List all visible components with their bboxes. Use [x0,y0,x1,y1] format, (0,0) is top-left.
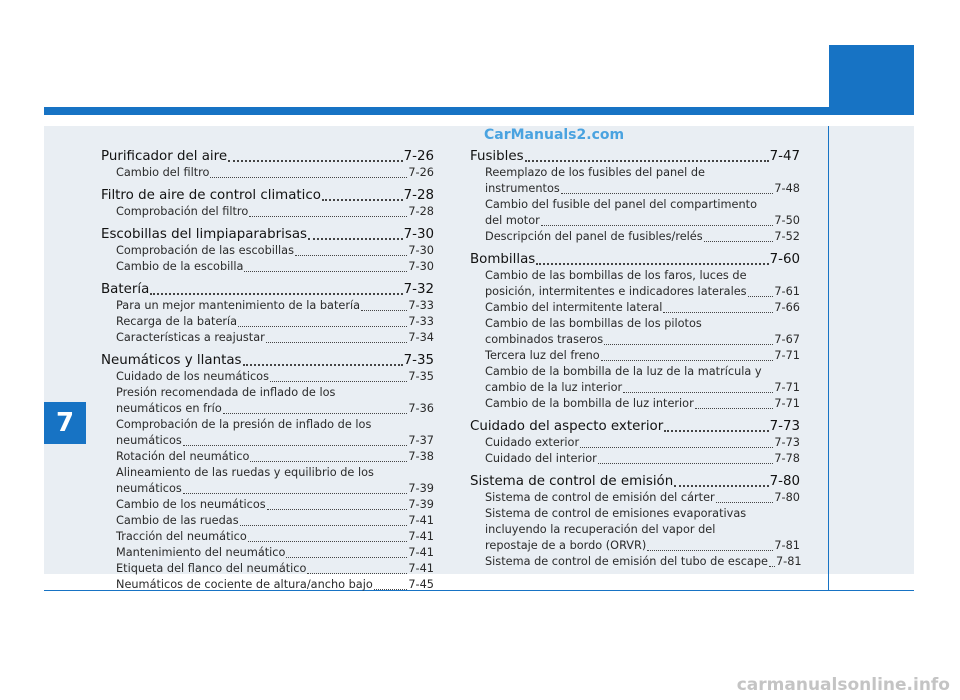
toc-entry-page: 7-33 [408,315,434,328]
toc-entry-title-line: incluyendo la recuperación del vapor del [485,523,716,536]
toc-section-heading[interactable] [470,469,800,490]
toc-entry-last-line [116,433,434,449]
toc-entry-title: Cambio de la escobilla [116,260,244,273]
toc-entry[interactable] [470,554,800,570]
toc-entry-title-line: cambio de la luz interior [485,381,623,394]
toc-entry-title: Para un mejor mantenimiento de la batería [116,299,361,312]
toc-entry[interactable] [470,364,800,396]
toc-entry-title: Rotación del neumático [116,450,250,463]
toc-entry[interactable] [470,396,800,412]
toc-entry[interactable] [470,348,800,364]
toc-entry[interactable] [101,204,434,220]
dot-leader [580,435,773,448]
toc-entry-page: 7-41 [408,546,434,559]
toc-entry-title-line: combinados traseros [485,333,604,346]
toc-entry[interactable] [101,243,434,259]
toc-section-page: 7-60 [769,252,800,267]
dot-leader [541,213,774,226]
toc-entry-page: 7-30 [408,244,434,257]
toc-section-page: 7-32 [403,282,434,297]
toc-entry-page: 7-80 [774,491,800,504]
dot-leader [536,249,768,265]
toc-entry-page: 7-36 [408,402,434,415]
toc-entry[interactable] [470,165,800,197]
toc-entry-page: 7-39 [408,482,434,495]
toc-section-heading[interactable] [101,183,434,204]
toc-entry-title: Cambio del filtro [116,166,210,179]
toc-entry[interactable] [101,417,434,449]
dot-leader [361,298,407,311]
dot-leader [561,181,774,194]
dot-leader [238,314,407,327]
toc-section-title: Neumáticos y llantas [101,353,242,368]
toc-entry[interactable] [101,449,434,465]
dot-leader [243,350,403,366]
toc-entry-title-line: neumáticos [116,434,182,447]
toc-entry-title: Etiqueta del flanco del neumático [116,562,307,575]
dot-leader [150,279,402,295]
dot-leader [601,348,774,361]
toc-entry-last-line [485,284,800,300]
dot-leader [307,561,407,574]
toc-entry-title-line: Cambio de la bombilla de la luz de la matrícula y [485,365,762,378]
toc-entry-page: 7-45 [408,578,434,591]
toc-section-title: Batería [101,282,150,297]
dot-leader [210,165,407,178]
toc-entry-page: 7-73 [774,436,800,449]
dot-leader [322,185,403,201]
dot-leader [716,490,774,503]
toc-entry-page: 7-26 [408,166,434,179]
toc-section-page: 7-73 [769,419,800,434]
toc-entry[interactable] [101,513,434,529]
toc-entry-page: 7-71 [774,381,800,394]
dot-leader [623,380,773,393]
toc-entry-last-line [116,401,434,417]
toc-entry-page: 7-50 [774,214,800,227]
toc-entry[interactable] [101,369,434,385]
dot-leader [604,332,773,345]
toc-section-heading[interactable] [101,222,434,243]
toc-entry-title-line: neumáticos [116,482,182,495]
toc-entry-page: 7-41 [408,530,434,543]
toc-entry[interactable] [101,298,434,314]
toc-section-page: 7-28 [403,188,434,203]
toc-section-heading[interactable] [470,414,800,435]
toc-entry-title: Comprobación del filtro [116,205,249,218]
toc-entry-title: Cuidado exterior [485,436,580,449]
toc-entry-title-line: neumáticos en frío [116,402,222,415]
toc-entry-title-line: Cambio del fusible del panel del compartimento [485,198,758,211]
toc-entry-title: Tracción del neumático [116,530,247,543]
toc-entry-title-line: Sistema de control de emisiones evaporativas [485,507,747,520]
toc-entry-page: 7-67 [774,333,800,346]
dot-leader [525,146,769,162]
toc-entry-page: 7-71 [774,349,800,362]
toc-entry[interactable] [101,529,434,545]
watermark-top: CarManuals2.com [484,127,625,143]
toc-entry-page: 7-81 [774,539,800,552]
dot-leader [704,229,774,242]
toc-right-column [470,142,800,570]
toc-entry-title: Cambio de los neumáticos [116,498,266,511]
toc-entry[interactable] [470,435,800,451]
toc-entry[interactable] [470,300,800,316]
toc-entry[interactable] [101,577,434,593]
dot-leader [674,471,768,487]
toc-entry-page: 7-34 [408,331,434,344]
dot-leader [664,416,768,432]
toc-section-page: 7-26 [403,149,434,164]
toc-entry-last-line [485,181,800,197]
dot-leader [228,146,403,162]
toc-entry[interactable] [470,197,800,229]
toc-entry-title: Cambio del intermitente lateral [485,301,663,314]
toc-left-column [101,142,434,593]
dot-leader [295,243,407,256]
toc-entry-last-line [485,332,800,348]
toc-entry-title-line: posición, intermitentes e indicadores laterales [485,285,747,298]
dot-leader [267,497,408,510]
toc-entry-last-line [116,481,434,497]
toc-section-page: 7-30 [403,227,434,242]
toc-section-title: Bombillas [470,252,536,267]
toc-entry[interactable] [470,229,800,245]
toc-entry-page: 7-33 [408,299,434,312]
toc-entry-page: 7-52 [774,230,800,243]
dot-leader [240,513,408,526]
chapter-number-badge: 7 [44,402,86,444]
toc-entry-title-line: Comprobación de la presión de inflado de los [116,418,372,431]
toc-entry[interactable] [101,165,434,181]
dot-leader [695,396,774,409]
dot-leader [769,554,775,567]
toc-section-title: Fusibles [470,149,524,164]
toc-entry-title: Cuidado del interior [485,452,597,465]
toc-entry-title: Tercera luz del freno [485,349,600,362]
toc-entry[interactable] [470,316,800,348]
toc-entry-page: 7-37 [408,434,434,447]
toc-entry-page: 7-28 [408,205,434,218]
toc-entry-page: 7-41 [408,514,434,527]
toc-entry-page: 7-66 [774,301,800,314]
toc-entry-title-line: Cambio de las bombillas de los pilotos [485,317,702,330]
toc-entry-title: Neumáticos de cociente de altura/ancho bajo [116,578,373,591]
toc-entry-page: 7-81 [775,555,802,568]
watermark-bottom: carmanualsonline.info [736,675,950,695]
toc-entry[interactable] [470,506,800,554]
toc-entry-title: Cambio de las ruedas [116,514,239,527]
toc-section-title: Purificador del aire [101,149,228,164]
toc-entry-last-line [485,380,800,396]
toc-entry[interactable] [101,561,434,577]
toc-entry-page: 7-35 [408,370,434,383]
toc-entry-title: Mantenimiento del neumático [116,546,286,559]
dot-leader [249,204,407,217]
toc-entry-last-line [485,213,800,229]
toc-entry-title: Sistema de control de emisión del cárter [485,491,715,504]
toc-entry-title: Cambio de la bombilla de luz interior [485,397,694,410]
toc-section-title: Cuidado del aspecto exterior [470,419,664,434]
dot-leader [266,330,408,343]
toc-entry[interactable] [101,497,434,513]
toc-section-title: Filtro de aire de control climatico [101,188,321,203]
toc-entry[interactable] [101,330,434,346]
toc-entry[interactable] [101,259,434,275]
dot-leader [647,538,773,551]
toc-entry-page: 7-48 [774,182,800,195]
toc-entry-page: 7-78 [774,452,800,465]
chapter-tab-block [829,45,914,115]
toc-entry[interactable] [101,465,434,497]
toc-section-title: Escobillas del limpiaparabrisas [101,227,308,242]
toc-section-heading[interactable] [101,144,434,165]
toc-entry-title: Sistema de control de emisión del tubo de escape [485,555,768,568]
toc-entry-title-line: Presión recomendada de inflado de los [116,386,336,399]
toc-section-heading[interactable] [470,144,800,165]
dot-leader [286,545,407,558]
toc-section-heading[interactable] [101,277,434,298]
toc-entry[interactable] [470,490,800,506]
dot-leader [748,284,774,297]
toc-entry-title-line: Alineamiento de las ruedas y equilibrio de los [116,466,374,479]
toc-entry-title: Características a reajustar [116,331,265,344]
toc-entry-title-line: instrumentos [485,182,560,195]
toc-section-page: 7-47 [769,149,800,164]
toc-entry-title: Cuidado de los neumáticos [116,370,269,383]
dot-leader [270,369,407,382]
toc-section-page: 7-35 [403,353,434,368]
toc-section-page: 7-80 [769,474,800,489]
toc-entry-title-line: del motor [485,214,540,227]
toc-entry-last-line [485,538,800,554]
toc-entry-page: 7-30 [408,260,434,273]
toc-entry[interactable] [101,385,434,417]
toc-entry-title-line: Cambio de las bombillas de los faros, luces de [485,269,747,282]
toc-entry-page: 7-41 [408,562,434,575]
dot-leader [244,259,407,272]
dot-leader [183,481,408,494]
dot-leader [248,529,408,542]
toc-entry-page: 7-39 [408,498,434,511]
toc-entry-title-line: repostaje de a bordo (ORVR) [485,539,647,552]
dot-leader [374,577,408,590]
toc-entry[interactable] [470,451,800,467]
toc-entry-title: Comprobación de las escobillas [116,244,294,257]
dot-leader [250,449,407,462]
margin-rule [828,126,829,591]
toc-entry-title: Recarga de la batería [116,315,238,328]
toc-section-heading[interactable] [101,348,434,369]
dot-leader [663,300,773,313]
dot-leader [598,451,774,464]
dot-leader [183,433,408,446]
toc-entry-page: 7-71 [774,397,800,410]
toc-entry[interactable] [101,314,434,330]
toc-entry-title: Descripción del panel de fusibles/relés [485,230,703,243]
toc-entry-page: 7-61 [774,285,800,298]
toc-section-heading[interactable] [470,247,800,268]
header-accent-rule [44,107,914,115]
toc-entry-title-line: Reemplazo de los fusibles del panel de [485,166,705,179]
toc-entry-page: 7-38 [408,450,434,463]
toc-section-title: Sistema de control de emisión [470,474,674,489]
toc-entry[interactable] [101,545,434,561]
toc-entry[interactable] [470,268,800,300]
dot-leader [223,401,408,414]
dot-leader [308,224,403,240]
